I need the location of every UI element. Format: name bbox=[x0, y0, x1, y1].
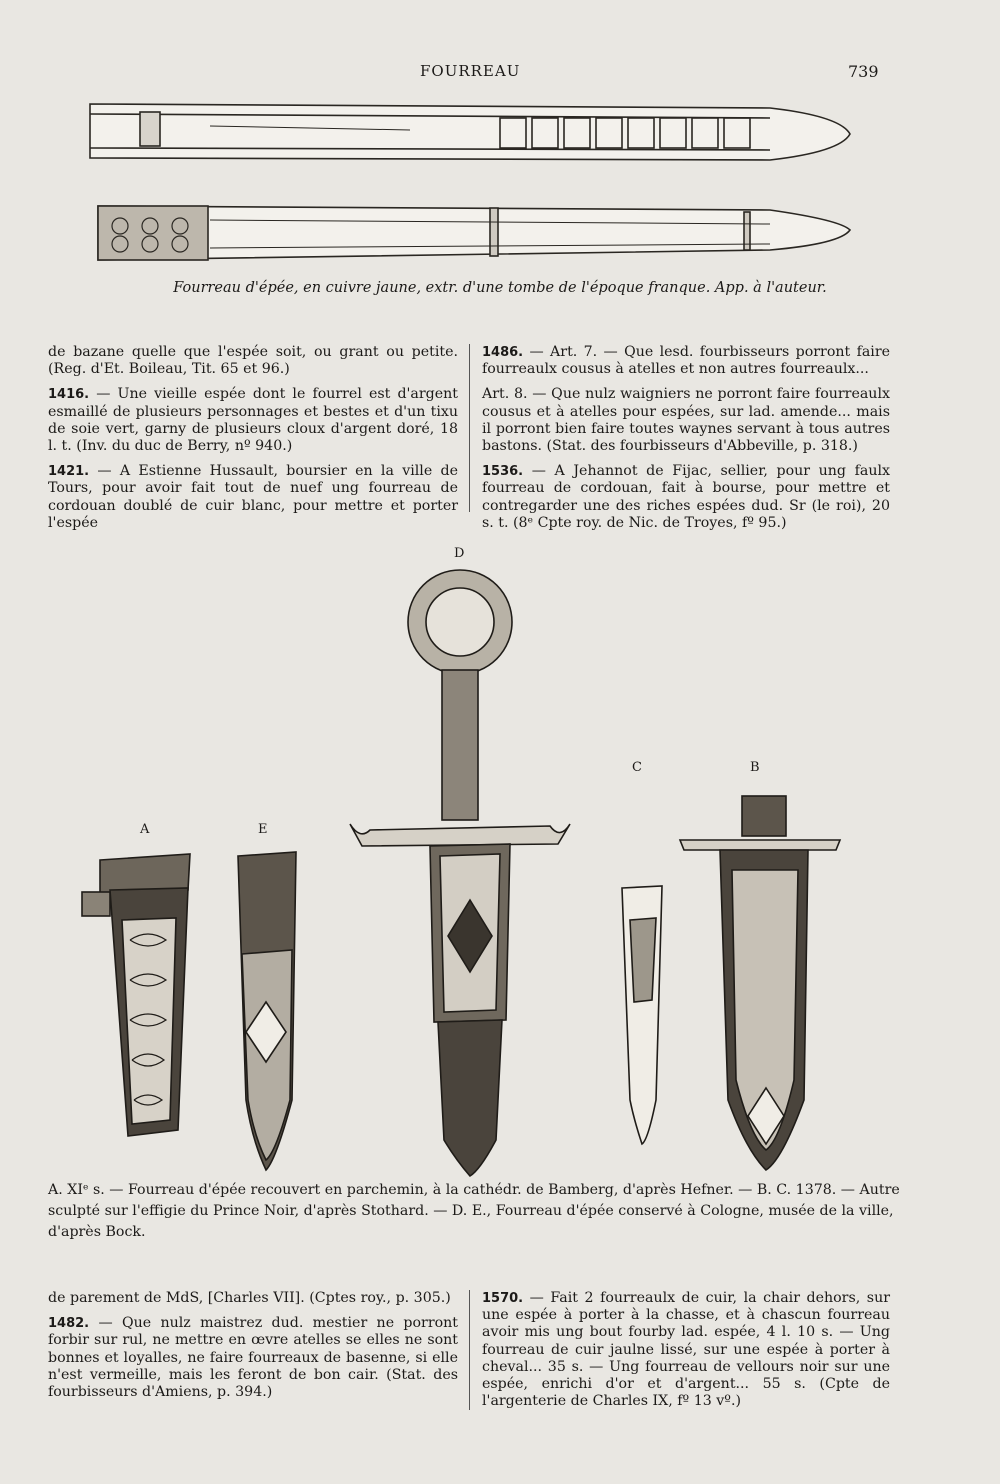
entry-text: — Art. 7. — Que lesd. fourbisseurs porront faire fourreaulx cousus à atelles et non autres fourreaulx... bbox=[482, 344, 891, 378]
entry-text: de bazane quelle que l'espée soit, ou grant ou petite. (Reg. d'Et. Boileau, Tit. 65 et 96.) bbox=[48, 344, 458, 378]
label-d: D bbox=[454, 546, 465, 561]
entry-paragraph bbox=[48, 1290, 458, 1307]
scabbard-c-drawing bbox=[622, 886, 662, 1144]
figure-swords-scabbards bbox=[60, 540, 920, 1180]
running-head bbox=[0, 62, 1000, 82]
label-c: C bbox=[632, 760, 642, 775]
label-e: E bbox=[258, 822, 268, 837]
scabbard-bottom-drawing bbox=[98, 206, 850, 260]
figure-frankish-scabbards bbox=[80, 96, 870, 276]
entry-text: — Fait 2 fourreaulx de cuir, la chair dehors, sur une espée à porter à la chasse, et à chascun fourreau avoir mis ung bout fourby lad. espée, 4 l. 10 s. — Ung fourreau de cuir jaulne lissé, sur une espée à porter à cheval... 35 s. — Ung fourreau de vellours noir sur une espée, enrichi d'or et d'argent... 55 s. (Cpte de l'argenterie de Charles IX, fº 13 vº.) bbox=[482, 1290, 890, 1410]
entry-paragraph bbox=[48, 344, 458, 378]
page-number: 739 bbox=[848, 62, 879, 81]
entry-year: 1482. bbox=[48, 1316, 90, 1332]
entry-year: 1570. bbox=[482, 1291, 524, 1306]
entry-paragraph bbox=[482, 1290, 890, 1410]
label-b: B bbox=[750, 760, 760, 775]
figure-top-caption: Fourreau d'épée, en cuivre jaune, extr. d'une tombe de l'époque franque. App. à l'auteur. bbox=[173, 280, 827, 296]
entry-paragraph bbox=[48, 463, 458, 532]
label-a: A bbox=[140, 822, 150, 837]
scabbard-top-drawing bbox=[90, 104, 850, 160]
entry-text: de parement de MdS, [Charles VII]. (Cptes roy., p. 305.) bbox=[48, 1290, 451, 1306]
scabbard-e-drawing bbox=[238, 852, 296, 1170]
figure-main-caption: A. XIᵉ s. — Fourreau d'épée recouvert en parchemin, à la cathédr. de Bamberg, d'après Hefner. — B. C. 1378. — Autre sculpté sur l'effigie du Prince Noir, d'après Stothard. — D. E., Fourreau d'épée conservé à Cologne, musée de la ville, d'après Bock. bbox=[48, 1182, 900, 1240]
entry-text: — A Estienne Hussault, boursier en la ville de Tours, pour avoir fait tout de nuef ung fourreau de cordouan doublé de cuir blanc, pour mettre et porter l'espée bbox=[48, 463, 458, 531]
entry-paragraph bbox=[48, 1315, 458, 1401]
column-top-left bbox=[48, 344, 458, 540]
entry-year: 1416. bbox=[48, 387, 90, 403]
entry-year: 1421. bbox=[48, 464, 90, 480]
entry-paragraph bbox=[482, 463, 890, 532]
entry-text: Art. 8. — Que nulz waigniers ne porront faire fourreaulx cousus et à atelles pour espées, sur lad. amende... mais il porront bien faire toutes waynes servant à tous autres bastons. (Stat. des fourbisseurs d'Abbeville, p. 318.) bbox=[482, 386, 890, 455]
swords-drawing bbox=[60, 540, 920, 1180]
running-title: FOURREAU bbox=[420, 62, 521, 80]
column-divider bbox=[469, 344, 470, 512]
entry-text: — Une vieille espée dont le fourrel est d'argent esmaillé de plusieurs personnages et bestes et d'un tixu de soie vert, garny de plusieurs cloux d'argent doré, 18 l. t. (Inv. du duc de Berry, nº 940.) bbox=[48, 386, 458, 455]
column-top-right bbox=[482, 344, 890, 540]
scabbard-a-drawing bbox=[82, 854, 190, 1136]
entry-year: 1536. bbox=[482, 464, 524, 480]
entry-text: — A Jehannot de Fijac, sellier, pour ung faulx fourreau de cordouan, fait à bourse, pour mettre et contregarder une des riches espées dud. Sr (le roi), 20 s. t. (8ᵉ Cpte roy. de Nic. de Troyes, fº 95.) bbox=[482, 463, 890, 531]
entry-paragraph bbox=[48, 386, 458, 455]
column-divider bbox=[469, 1290, 470, 1410]
scabbard-b-drawing bbox=[680, 796, 840, 1170]
entry-year: 1486. bbox=[482, 345, 524, 360]
entry-paragraph bbox=[482, 386, 890, 455]
entry-paragraph bbox=[482, 344, 890, 378]
column-bottom-left bbox=[48, 1290, 458, 1409]
entry-text: — Que nulz maistrez dud. mestier ne porront forbir sur rul, ne mettre en œvre atelles se elles ne sont bonnes et loyalles, ne faire fourreaux de basenne, si elle n'est vermeille, mais les feront de bon cair. (Stat. des fourbisseurs d'Amiens, p. 394.) bbox=[48, 1315, 458, 1401]
column-bottom-right bbox=[482, 1290, 890, 1418]
sword-d-drawing bbox=[350, 570, 570, 1176]
